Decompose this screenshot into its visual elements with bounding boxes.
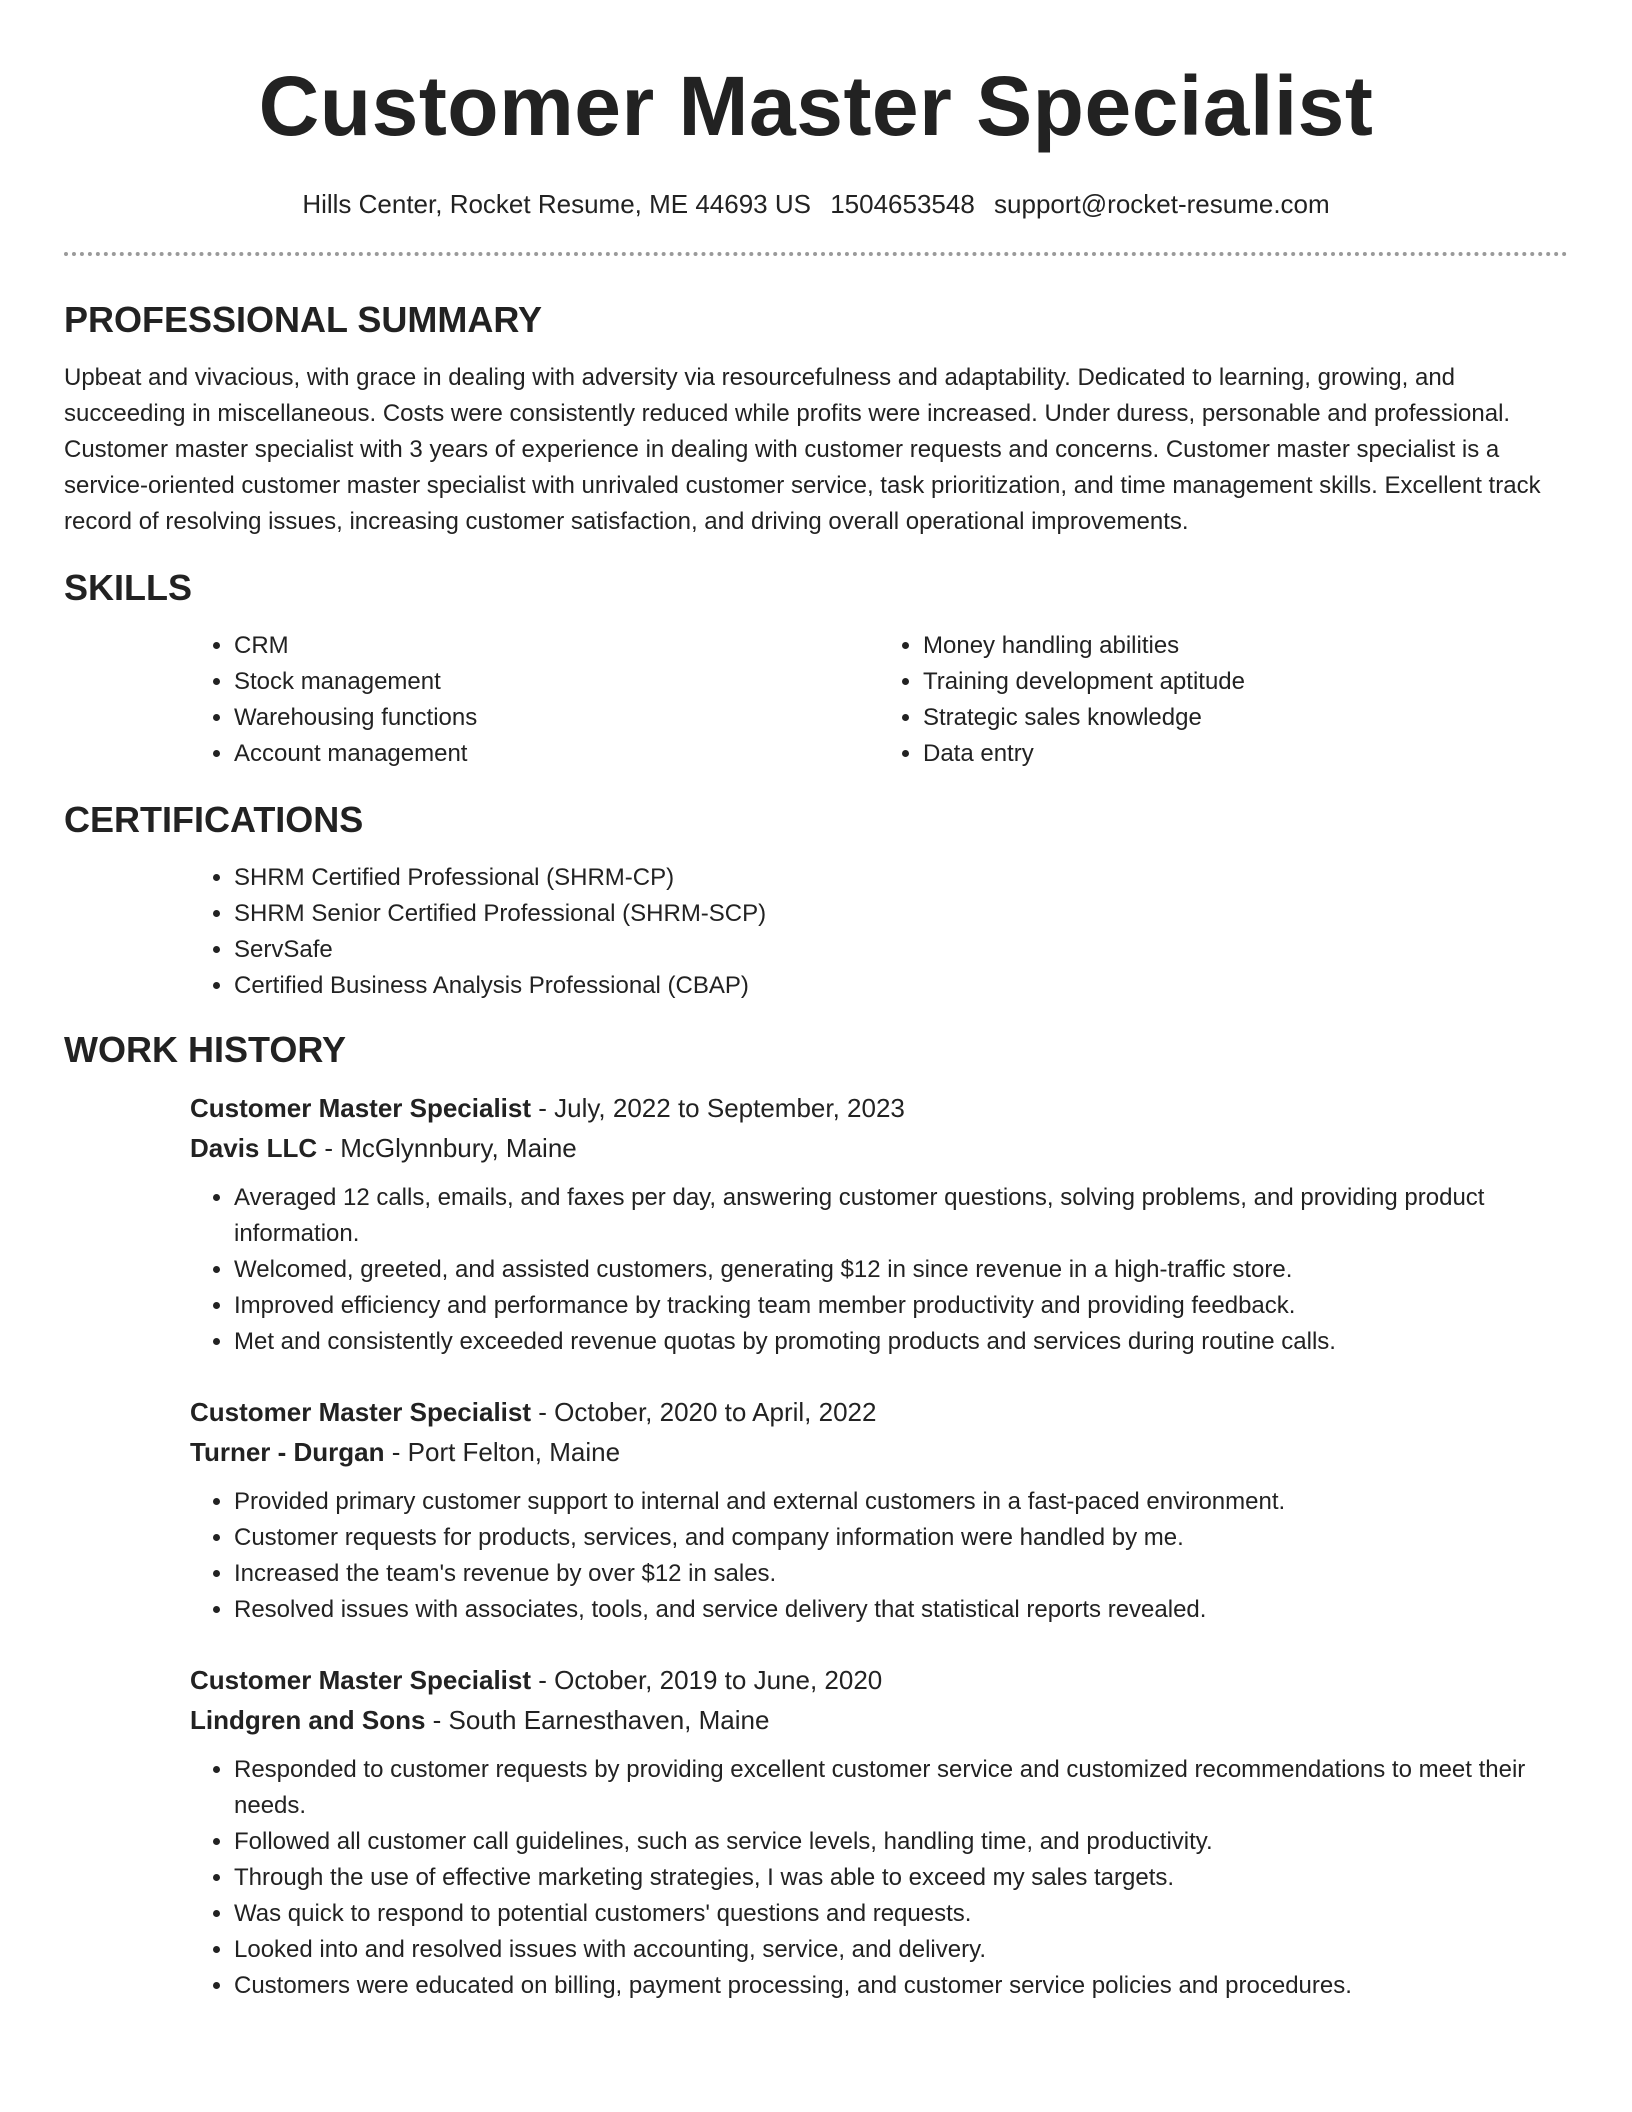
skill-item: • CRM [234,628,879,664]
job-bullet: • Met and consistently exceeded revenue quotas by promoting products and services during routine calls. [234,1324,1568,1360]
job-company-line [190,1128,1568,1168]
job-title-line [190,1660,1568,1700]
skill-item: • Money handling abilities [923,628,1568,664]
job-dates: - October, 2020 to April, 2022 [531,1397,877,1427]
job-location: - Port Felton, Maine [384,1437,621,1467]
job-bullets [190,1752,1568,2004]
skill-item: • Stock management [234,664,879,700]
certification-item: • SHRM Senior Certified Professional (SHRM-SCP) [234,896,1568,932]
job-company: Davis LLC [190,1133,318,1163]
job-role: Customer Master Specialist [190,1665,532,1695]
job-bullet: • Improved efficiency and performance by tracking team member productivity and providing feedback. [234,1288,1568,1324]
job-company-line [190,1700,1568,1740]
job-bullets [190,1180,1568,1360]
job-bullet: • Was quick to respond to potential customers' questions and requests. [234,1896,1568,1932]
skill-item: • Account management [234,736,879,772]
contact-line [64,188,1568,220]
job-entry [190,1392,1568,1628]
resume-page [64,0,1568,2004]
job-company-line [190,1432,1568,1472]
address: Hills Center, Rocket Resume, ME 44693 US [302,189,811,219]
skill-item: • Training development aptitude [923,664,1568,700]
work-history-heading: WORK HISTORY [64,1029,347,1070]
certifications-section [64,798,1568,1004]
job-dates: - October, 2019 to June, 2020 [531,1665,883,1695]
candidate-name: Customer Master Specialist [258,59,1374,153]
certification-item: • ServSafe [234,932,1568,968]
job-bullets [190,1484,1568,1628]
job-entry [190,1088,1568,1360]
summary-heading: PROFESSIONAL SUMMARY [64,299,543,340]
job-company: Lindgren and Sons [190,1705,426,1735]
job-bullet: • Looked into and resolved issues with accounting, service, and delivery. [234,1932,1568,1968]
work-history-section [64,1028,1568,2004]
skills-section [64,566,1568,772]
certification-item: • SHRM Certified Professional (SHRM-CP) [234,860,1568,896]
job-title-line [190,1088,1568,1128]
skills-list-left [190,628,879,772]
job-bullet: • Welcomed, greeted, and assisted customers, generating $12 in since revenue in a high-traffic store. [234,1252,1568,1288]
skills-grid [190,628,1568,772]
skills-heading: SKILLS [64,567,193,608]
skill-item: • Strategic sales knowledge [923,700,1568,736]
skill-item: • Warehousing functions [234,700,879,736]
job-dates: - July, 2022 to September, 2023 [531,1093,905,1123]
phone: 1504653548 [830,189,975,219]
job-bullet: • Resolved issues with associates, tools, and service delivery that statistical reports revealed. [234,1592,1568,1628]
job-role: Customer Master Specialist [190,1093,532,1123]
job-entry [190,1660,1568,2004]
job-bullet: • Increased the team's revenue by over $12 in sales. [234,1556,1568,1592]
job-location: - McGlynnbury, Maine [317,1133,577,1163]
job-bullet: • Customers were educated on billing, payment processing, and customer service policies and procedures. [234,1968,1568,2004]
skill-item: • Data entry [923,736,1568,772]
skills-list-right [879,628,1568,772]
certifications-heading: CERTIFICATIONS [64,799,364,840]
header-divider [64,252,1568,256]
certifications-list [190,860,1568,1004]
job-bullet: • Followed all customer call guidelines, such as service levels, handling time, and productivity. [234,1824,1568,1860]
certification-item: • Certified Business Analysis Professional (CBAP) [234,968,1568,1004]
job-title-line [190,1392,1568,1432]
job-bullet: • Responded to customer requests by providing excellent customer service and customized recommendations to meet their needs. [234,1752,1568,1824]
job-bullet: • Averaged 12 calls, emails, and faxes per day, answering customer questions, solving problems, and providing product information. [234,1180,1568,1252]
summary-section [64,298,1568,540]
job-company: Turner - Durgan [190,1437,385,1467]
job-bullet: • Provided primary customer support to internal and external customers in a fast-paced environment. [234,1484,1568,1520]
email: support@rocket-resume.com [994,189,1330,219]
job-location: - South Earnesthaven, Maine [425,1705,770,1735]
job-bullet: • Customer requests for products, services, and company information were handled by me. [234,1520,1568,1556]
job-bullet: • Through the use of effective marketing strategies, I was able to exceed my sales targets. [234,1860,1568,1896]
summary-text: Upbeat and vivacious, with grace in dealing with adversity via resourcefulness and adaptability. Dedicated to learning, growing, and succeeding in miscellaneous. Costs were consistently reduced while profits were increased. Under duress, personable and professional. Customer master specialist with 3 years of experience in dealing with customer requests and concerns. Customer master specialist is a service-oriented customer master specialist with unrivaled customer service, task prioritization, and time management skills. Excellent track record of resolving issues, increasing customer satisfaction, and driving overall operational improvements. [64,364,1541,535]
job-role: Customer Master Specialist [190,1397,532,1427]
